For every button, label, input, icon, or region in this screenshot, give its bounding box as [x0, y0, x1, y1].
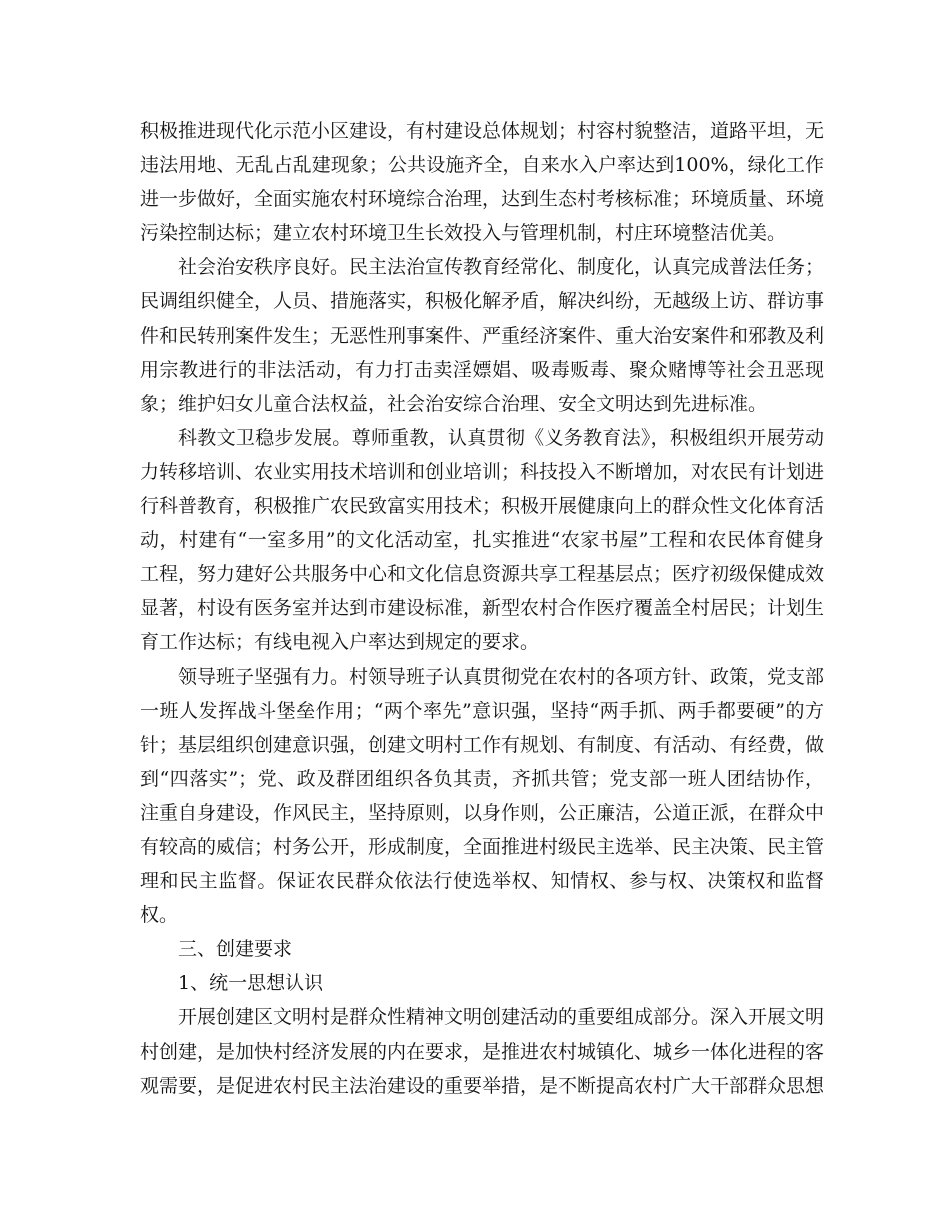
subsection-heading: 1、统一思想认识	[178, 972, 324, 995]
paragraph-leadership: 领导班子坚强有力。村领导班子认真贯彻党在农村的各项方针、政策，党支部一班人发挥战斗堡垒作用；“两个率先”意识强，坚持“两手抓、两手都要硬”的方针；基层组织创建意识强，创建文明村工作有规划、有制度、有活动、有经费，做到“四落实”；党、政及群团组织各负其责，齐抓共管；党支部一班人团结协作，注重自身建设，作风民主，坚持原则，以身作则，公正廉洁，公道正派，在群众中有较高的威信；村务公开，形成制度，全面推进村级民主选举、民主决策、民主管理和民主监督。保证农民群众依法行使选举权、知情权、参与权、决策权和监督权。	[140, 665, 825, 927]
paragraph-environment: 积极推进现代化示范小区建设，有村建设总体规划；村容村貌整洁，道路平坦，无违法用地、无乱占乱建现象；公共设施齐全，自来水入户率达到100%，绿化工作进一步做好，全面实施农村环境综合治理，达到生态村考核标准；环境质量、环境污染控制达标；建立农村环境卫生长效投入与管理机制，村庄环境整洁优美。	[140, 120, 825, 245]
paragraph-public-security: 社会治安秩序良好。民主法治宣传教育经常化、制度化，认真完成普法任务；民调组织健全，人员、措施落实，积极化解矛盾，解决纠纷，无越级上访、群访事件和民转刑案件发生；无恶性刑事案件、严重经济案件、重大治安案件和邪教及利用宗教进行的非法活动，有力打击卖淫嫖娼、吸毒贩毒、聚众赌博等社会丑恶现象；维护妇女儿童合法权益，社会治安综合治理、安全文明达到先进标准。	[140, 256, 825, 415]
paragraph-science-education-culture-health: 科教文卫稳步发展。尊师重教，认真贯彻《义务教育法》，积极组织开展劳动力转移培训、农业实用技术培训和创业培训；科技投入不断增加，对农民有计划进行科普教育，积极推广农民致富实用技术；积极开展健康向上的群众性文化体育活动，村建有“一室多用”的文化活动室，扎实推进“农家书屋”工程和农民体育健身工程，努力建好公共服务中心和文化信息资源共享工程基层点；医疗初级保健成效显著，村设有医务室并达到市建设标准，新型农村合作医疗覆盖全村居民；计划生育工作达标；有线电视入户率达到规定的要求。	[140, 426, 825, 654]
section-heading: 三、创建要求	[178, 938, 293, 961]
paragraph-unify-thinking: 开展创建区文明村是群众性精神文明创建活动的重要组成部分。深入开展文明村创建，是加快村经济发展的内在要求，是推进农村城镇化、城乡一体化进程的客观需要，是促进农村民主法治建设的重要举措，是不断提高农村广大干部群众思想	[140, 1006, 825, 1097]
document-body	[140, 114, 824, 1103]
